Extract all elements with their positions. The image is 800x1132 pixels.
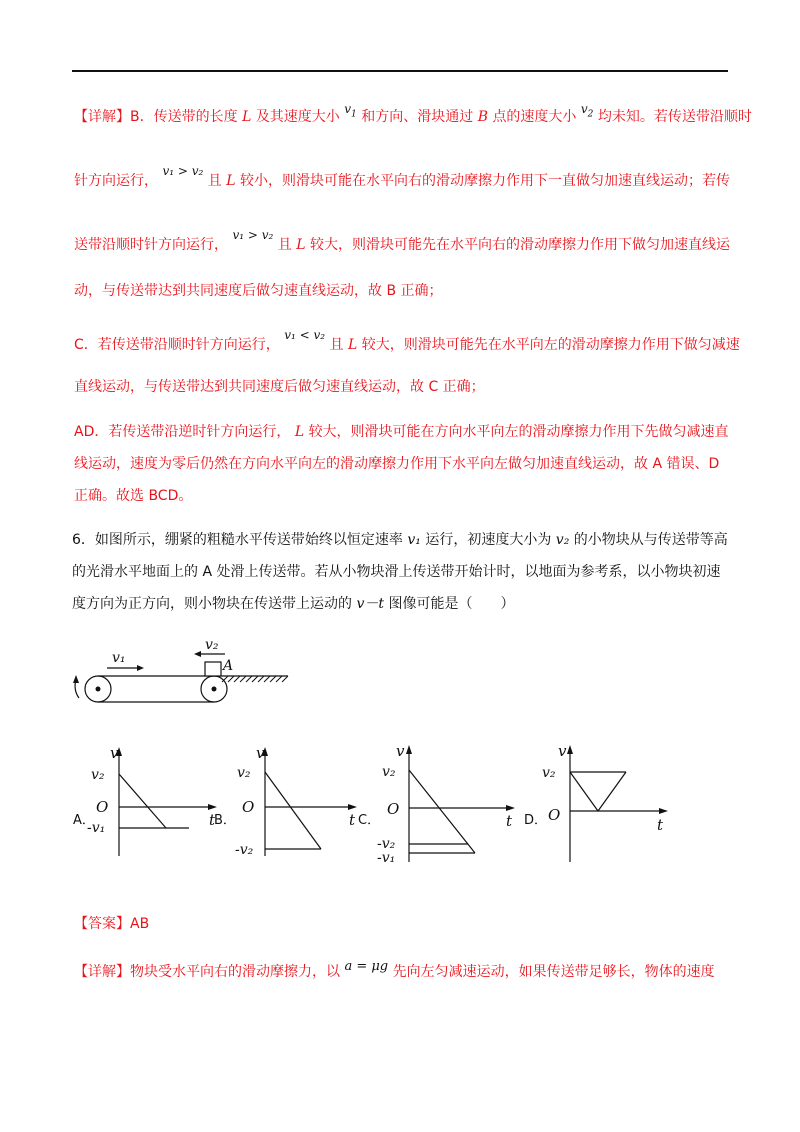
detail-text: 和方向、滑块通过 [361,109,474,125]
detail-line-9: 正确。故选 BCD。 [74,488,193,504]
graph-line [119,774,166,828]
detail-text: 且 [207,173,222,189]
axis-t-label: t [506,812,513,830]
detail-text: 针方向运行， [74,173,158,189]
ground-hatch [222,676,288,682]
option-A-label: A． [73,813,95,828]
minus-v2-tick-label: -v₂ [235,842,254,858]
conveyor-figure [62,628,302,710]
condition-v1-lt-v2: v₁ < v₂ [284,328,326,342]
question-text: 运行，初速度大小为 [425,532,552,548]
detail-line-2 [74,164,730,190]
detail-line-7 [74,423,729,441]
graph-option-B [232,744,367,860]
condition-v1-gt-v2: v₁ > v₂ [162,164,204,178]
detail-line-3 [74,228,730,254]
detail-text: 送带沿顺时针方向运行， [74,237,228,253]
detail2-line [74,959,715,982]
v2-label: v₂ [205,637,219,653]
graph-option-A [86,744,226,860]
condition-v1-gt-v2: v₁ > v₂ [232,228,274,242]
detail-text: 先向左匀减速运动，如果传送带足够长，物体的速度 [392,964,715,980]
axis-v-label: v [110,744,119,762]
axis-v-label: v [256,744,265,762]
question-text: 图像可能是（ ） [388,596,515,612]
detail-text: AD．若传送带沿逆时针方向运行， [74,424,291,440]
detail-text: 【详解】物块受水平向右的滑动摩擦力，以 [74,964,340,980]
detail-text: 均未知。若传送带沿顺时 [597,109,752,125]
v2-tick-label: v₂ [382,764,396,780]
header-rule [72,70,728,72]
axis-t-label: t [349,811,356,829]
var-L: L [226,173,236,189]
graph-line [409,770,475,853]
detail-text: 及其速度大小 [255,109,340,125]
option-C-label: C． [358,813,381,828]
var-L: L [348,337,358,353]
detail-line-5 [74,328,740,354]
graph-line [570,772,598,811]
block [205,662,221,676]
option-D-label: D． [524,813,548,828]
minus-v2-tick-label: -v₂ [377,836,396,852]
detail-line-1 [74,102,752,131]
origin-label: O [96,798,109,816]
origin-label: O [242,798,255,816]
var-L: L [242,109,252,125]
detail-text: 较大，则滑块可能先在水平向右的滑动摩擦力作用下做匀加速直线运 [309,237,730,253]
graph-line [598,772,626,811]
answer-line: 【答案】AB [74,916,150,932]
question-text: 度方向为正方向，则小物块在传送带上运动的 [72,596,352,612]
minus-v1-tick-label: -v₁ [377,850,396,864]
minus-v1-tick-label: -v₁ [87,820,106,836]
detail-text: 且 [277,237,292,253]
graph-line [265,772,321,849]
v2-tick-label: v₂ [542,765,556,781]
detail-line-6: 直线运动，与传送带达到共同速度后做匀速直线运动，故 C 正确； [74,379,485,395]
point-A-label: A [223,658,234,674]
var-v2: v₂ [555,532,570,548]
axis-v-label: v [396,742,405,760]
axis-t-label: t [209,811,216,829]
detail-line-4: 动，与传送带达到共同速度后做匀速直线运动，故 B 正确； [74,283,443,299]
var-B: B [477,109,488,125]
graph-option-C [372,740,522,864]
graph-option-D [540,740,675,864]
question-line-1 [72,531,728,549]
var-L: L [296,237,306,253]
detail-text: 较大，则滑块可能先在水平向左的滑动摩擦力作用下做匀减速 [361,337,740,353]
detail-text: C．若传送带沿顺时针方向运行， [74,337,280,353]
v2-tick-label: v₂ [237,765,251,781]
v1-label: v₁ [112,650,126,666]
axis-t-label: t [657,816,664,834]
question-line-3 [72,595,514,613]
question-text: 6．如图所示，绷紧的粗糙水平传送带始终以恒定速率 [72,532,403,548]
axis-v-label: v [558,742,567,760]
question-line-2: 的光滑水平地面上的 A 处滑上传送带。若从小物块滑上传送带开始计时，以地面为参考系，以小物块初速 [72,564,721,580]
detail-text: 【详解】B．传送带的长度 [74,109,238,125]
var-v1: $v_1$ [344,102,357,120]
question-text: 的小物块从与传送带等高 [573,532,728,548]
v2-tick-label: v₂ [91,767,105,783]
var-vt: v－t [356,596,384,612]
detail-text: 且 [329,337,344,353]
detail-text: 点的速度大小 [492,109,577,125]
var-v1: v₁ [407,532,421,548]
formula-a-mu-g: a = μg [344,959,389,974]
option-B-label: B． [214,813,236,828]
origin-label: O [548,806,561,824]
origin-label: O [387,800,400,818]
var-L: L [294,424,305,440]
detail-line-8: 线运动，速度为零后仍然在方向水平向左的滑动摩擦力作用下水平向左做匀加速直线运动，故 A 错误、D [74,456,720,472]
detail-text: 较大，则滑块可能在方向水平向左的滑动摩擦力作用下先做匀减速直 [308,424,729,440]
var-v2: $v_2$ [580,102,594,120]
detail-text: 较小，则滑块可能在水平向右的滑动摩擦力作用下一直做匀加速直线运动；若传 [239,173,730,189]
